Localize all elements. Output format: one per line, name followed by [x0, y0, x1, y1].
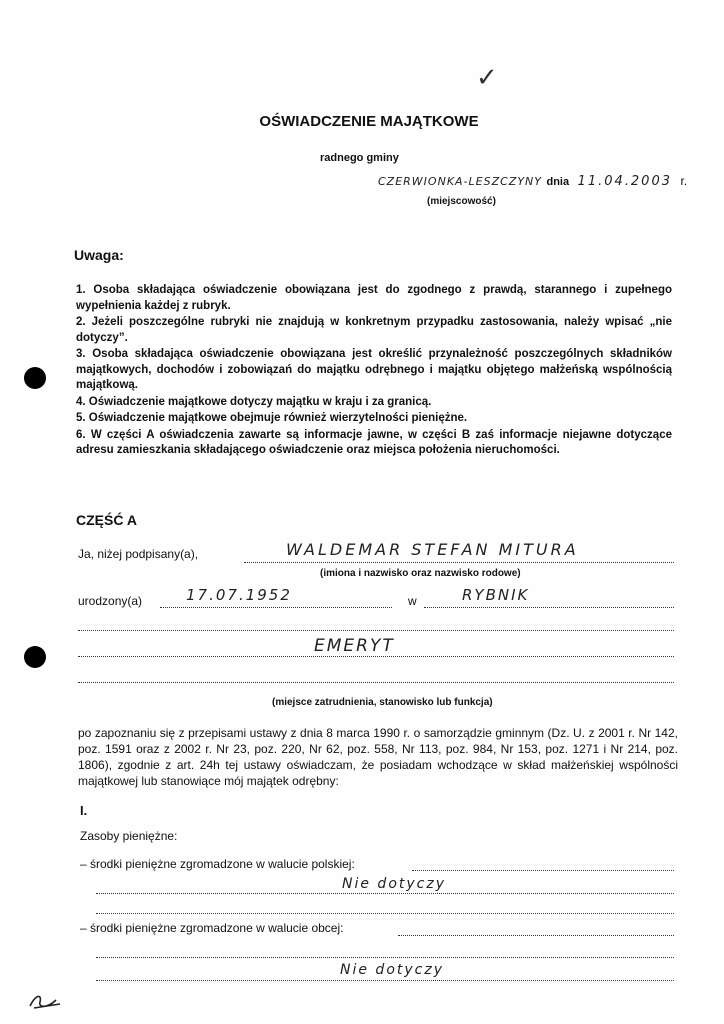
note-item: 3. Osoba składająca oświadczenie obowiązana jest określić przynależność poszczególnych składników majątkowych, dochodów i zobowiązań do majątku odrębnego i majątku objętego małżeńską wspólnością majątkową.: [76, 348, 672, 391]
pln-funds-label: – środki pieniężne zgromadzone w walucie polskiej:: [80, 857, 355, 871]
birth-place-line: [424, 607, 674, 608]
section-heading: Zasoby pieniężne:: [80, 829, 178, 843]
declarant-name: WALDEMAR STEFAN MITURA: [286, 540, 579, 559]
notes-list: [76, 283, 672, 459]
employment-caption: (miejsce zatrudnienia, stanowisko lub funkcja): [272, 697, 493, 708]
pln-funds-line: [96, 913, 674, 914]
foreign-funds-line: [96, 980, 674, 981]
blank-line: [78, 682, 674, 683]
pln-funds-line: [412, 870, 674, 871]
section-roman: I.: [80, 803, 88, 818]
blank-line: [78, 630, 674, 631]
initials-signature-icon: [26, 990, 66, 1012]
note-item: 1. Osoba składająca oświadczenie obowiązana jest do zgodnego z prawdą, starannego i zupełnego wypełnienia każdej z rubryk.: [76, 284, 672, 312]
declarant-name-line: [244, 562, 674, 563]
note-item: 4. Oświadczenie majątkowe dotyczy majątku w kraju i za granicą.: [76, 395, 432, 408]
part-a-heading: CZĘŚĆ A: [76, 512, 137, 528]
foreign-funds-value: Nie dotyczy: [340, 962, 444, 978]
pln-funds-line: [96, 893, 674, 894]
statement-paragraph: po zapoznaniu się z przepisami ustawy z dnia 8 marca 1990 r. o samorządzie gminnym (Dz. U. z 2001 r. Nr 142, poz. 1591 oraz z 2002 r. Nr 23, poz. 220, Nr 62, poz. 558, Nr 113, poz. 984, Nr 153, poz. 1271 i Nr 214, poz. 1806), zgodnie z art. 24h tej ustawy oświadczam, że posiadam wchodzące w skład małżeńskiej wspólności majątkowej lub stanowiące mój majątek odrębny:: [78, 726, 678, 788]
foreign-funds-line: [398, 935, 674, 936]
employment-value: EMERYT: [314, 636, 395, 656]
page-subtitle: radnego gminy: [320, 152, 399, 164]
birth-place-value: RYBNIK: [462, 586, 530, 604]
in-label: w: [408, 594, 417, 608]
declarant-label: Ja, niżej podpisany(a),: [78, 547, 199, 561]
checkmark-icon: ✓: [476, 62, 498, 92]
punch-hole-bottom: [24, 646, 46, 668]
name-caption: (imiona i nazwisko oraz nazwisko rodowe): [320, 568, 521, 579]
born-label: urodzony(a): [78, 594, 143, 608]
note-item: 6. W części A oświadczenia zawarte są informacje jawne, w części B zaś informacje niejawne dotyczące adresu zamieszkania składającego oświadczenie oraz miejsca położenia nieruchomości.: [76, 428, 672, 456]
employment-line: [78, 656, 674, 657]
birth-date-line: [160, 607, 392, 608]
foreign-funds-line: [96, 957, 674, 958]
punch-hole-top: [24, 367, 46, 389]
location-caption: (miejscowość): [427, 196, 496, 207]
location-date-line: [378, 172, 708, 192]
date-value: 11.04.2003: [577, 174, 672, 189]
note-item: 2. Jeżeli poszczególne rubryki nie znajdują w konkretnym przypadku zastosowania, należy wpisać „nie dotyczy”.: [76, 316, 672, 344]
date-suffix: r.: [680, 174, 688, 188]
foreign-funds-label: – środki pieniężne zgromadzone w walucie obcej:: [80, 921, 344, 935]
page-title: OŚWIADCZENIE MAJĄTKOWE: [259, 113, 479, 130]
date-prefix: dnia: [546, 176, 570, 188]
birth-date-value: 17.07.1952: [186, 586, 292, 604]
notes-heading: Uwaga:: [74, 247, 124, 263]
pln-funds-value: Nie dotyczy: [342, 876, 446, 892]
location-value: CZERWIONKA-LESZCZYNY: [378, 175, 543, 188]
note-item: 5. Oświadczenie majątkowe obejmuje również wierzytelności pieniężne.: [76, 412, 468, 424]
